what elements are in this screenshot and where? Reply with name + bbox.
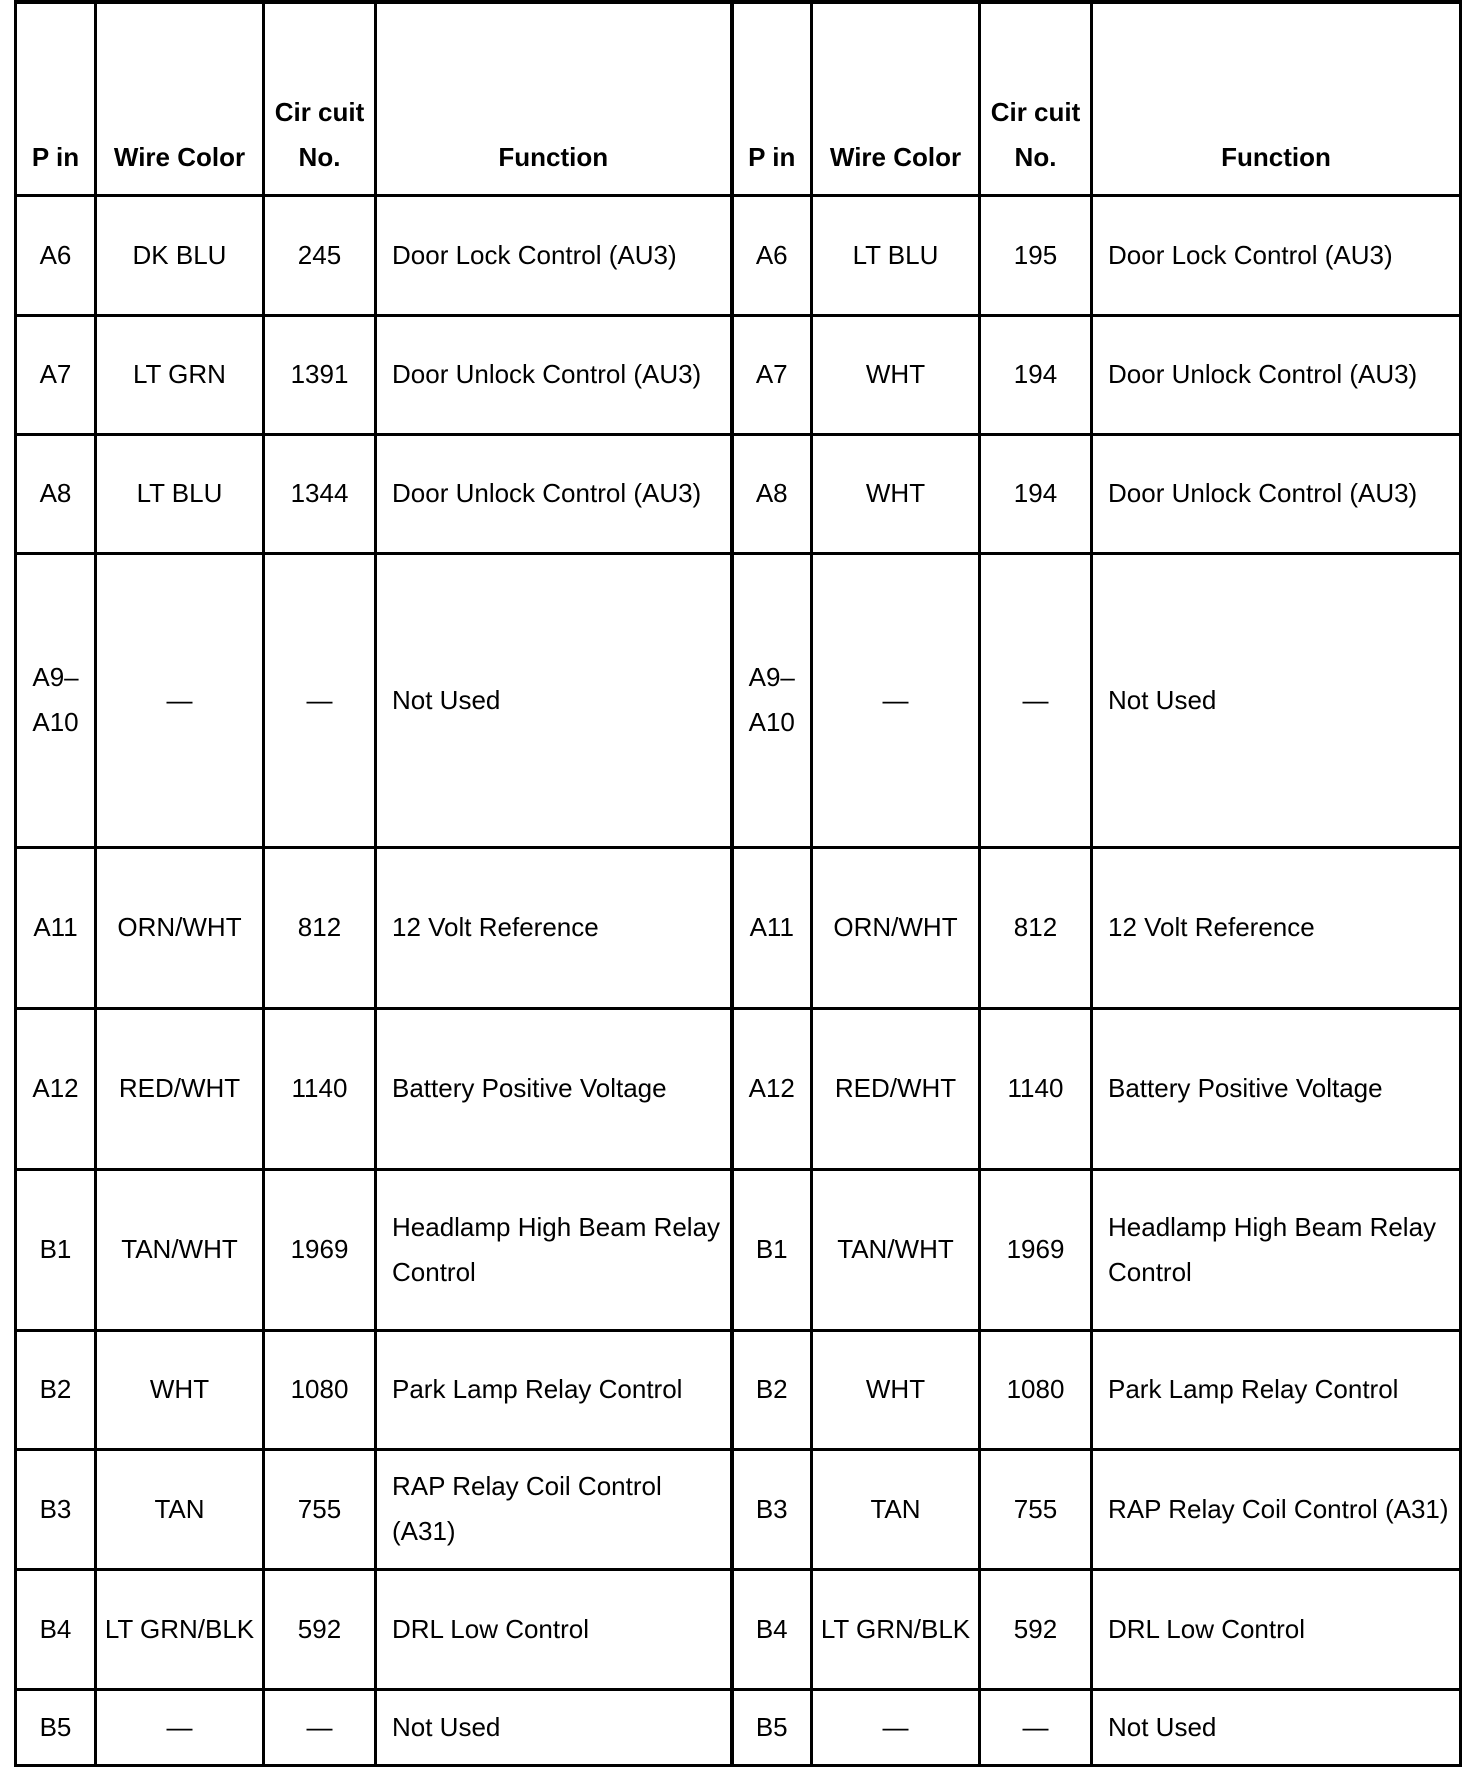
circuit-no-cell: 1969	[264, 1169, 376, 1330]
wire-color-cell: RED/WHT	[812, 1008, 980, 1169]
table-row	[16, 1008, 1461, 1169]
circuit-no-cell: 195	[980, 195, 1092, 315]
pin-cell: B3	[16, 1449, 96, 1569]
function-cell: Battery Positive Voltage	[1092, 1008, 1461, 1169]
table-row	[16, 434, 1461, 553]
wire-color-cell: LT GRN/BLK	[96, 1569, 264, 1689]
circuit-no-cell: 592	[264, 1569, 376, 1689]
table-row	[16, 847, 1461, 1008]
wire-color-cell: LT BLU	[812, 195, 980, 315]
pin-cell: A7	[16, 315, 96, 434]
header-pin: P in	[732, 2, 812, 195]
function-cell: 12 Volt Reference	[1092, 847, 1461, 1008]
table-row	[16, 1689, 1461, 1765]
circuit-no-cell: —	[980, 553, 1092, 847]
pin-cell: B2	[16, 1330, 96, 1449]
header-circuit-no: Cir cuit No.	[980, 2, 1092, 195]
pin-cell: A6	[16, 195, 96, 315]
pin-cell: A12	[732, 1008, 812, 1169]
wire-color-cell: TAN	[96, 1449, 264, 1569]
connector-pinout-document	[14, 0, 1459, 1770]
pin-cell: A7	[732, 315, 812, 434]
wire-color-cell: ORN/WHT	[96, 847, 264, 1008]
circuit-no-cell: 245	[264, 195, 376, 315]
circuit-no-cell: 194	[980, 434, 1092, 553]
circuit-no-cell: 1391	[264, 315, 376, 434]
circuit-no-cell: 755	[980, 1449, 1092, 1569]
table-row	[16, 1330, 1461, 1449]
wire-color-cell: —	[812, 553, 980, 847]
wire-color-cell: WHT	[96, 1330, 264, 1449]
header-function: Function	[1092, 2, 1461, 195]
circuit-no-cell: 592	[980, 1569, 1092, 1689]
function-cell: 12 Volt Reference	[376, 847, 732, 1008]
pin-cell: A9–A10	[732, 553, 812, 847]
function-cell: Door Unlock Control (AU3)	[1092, 434, 1461, 553]
pin-cell: B4	[732, 1569, 812, 1689]
header-pin: P in	[16, 2, 96, 195]
pin-cell: B4	[16, 1569, 96, 1689]
table-header-row	[16, 2, 1461, 195]
table-row	[16, 553, 1461, 847]
table-row	[16, 315, 1461, 434]
function-cell: DRL Low Control	[1092, 1569, 1461, 1689]
pin-cell: A8	[732, 434, 812, 553]
circuit-no-cell: 1969	[980, 1169, 1092, 1330]
wire-color-cell: WHT	[812, 1330, 980, 1449]
function-cell: Door Lock Control (AU3)	[1092, 195, 1461, 315]
wire-color-cell: LT BLU	[96, 434, 264, 553]
pin-cell: B1	[732, 1169, 812, 1330]
header-wire-color: Wire Color	[96, 2, 264, 195]
wire-color-cell: TAN	[812, 1449, 980, 1569]
circuit-no-cell: 812	[980, 847, 1092, 1008]
wire-color-cell: WHT	[812, 315, 980, 434]
pin-cell: B1	[16, 1169, 96, 1330]
function-cell: Door Unlock Control (AU3)	[1092, 315, 1461, 434]
circuit-no-cell: 1140	[264, 1008, 376, 1169]
circuit-no-cell: —	[980, 1689, 1092, 1765]
function-cell: Door Unlock Control (AU3)	[376, 434, 732, 553]
wire-color-cell: DK BLU	[96, 195, 264, 315]
function-cell: Not Used	[1092, 1689, 1461, 1765]
function-cell: RAP Relay Coil Control (A31)	[376, 1449, 732, 1569]
function-cell: Not Used	[376, 1689, 732, 1765]
pin-cell: A12	[16, 1008, 96, 1169]
circuit-no-cell: —	[264, 1689, 376, 1765]
wire-color-cell: —	[812, 1689, 980, 1765]
pin-cell: A6	[732, 195, 812, 315]
function-cell: Park Lamp Relay Control	[376, 1330, 732, 1449]
wire-color-cell: LT GRN	[96, 315, 264, 434]
circuit-no-cell: 1080	[980, 1330, 1092, 1449]
header-circuit-no: Cir cuit No.	[264, 2, 376, 195]
pin-cell: A8	[16, 434, 96, 553]
header-wire-color: Wire Color	[812, 2, 980, 195]
table-row	[16, 195, 1461, 315]
function-cell: RAP Relay Coil Control (A31)	[1092, 1449, 1461, 1569]
pin-cell: A9–A10	[16, 553, 96, 847]
circuit-no-cell: 194	[980, 315, 1092, 434]
wire-color-cell: —	[96, 553, 264, 847]
function-cell: Headlamp High Beam Relay Control	[376, 1169, 732, 1330]
circuit-no-cell: 755	[264, 1449, 376, 1569]
circuit-no-cell: —	[264, 553, 376, 847]
table-row	[16, 1449, 1461, 1569]
wire-color-cell: —	[96, 1689, 264, 1765]
function-cell: Not Used	[1092, 553, 1461, 847]
table-body	[16, 195, 1461, 1765]
wire-color-cell: LT GRN/BLK	[812, 1569, 980, 1689]
wire-color-cell: TAN/WHT	[96, 1169, 264, 1330]
pin-cell: B3	[732, 1449, 812, 1569]
pin-cell: B2	[732, 1330, 812, 1449]
function-cell: DRL Low Control	[376, 1569, 732, 1689]
pinout-table	[14, 0, 1462, 1767]
wire-color-cell: TAN/WHT	[812, 1169, 980, 1330]
function-cell: Park Lamp Relay Control	[1092, 1330, 1461, 1449]
function-cell: Door Unlock Control (AU3)	[376, 315, 732, 434]
circuit-no-cell: 1080	[264, 1330, 376, 1449]
wire-color-cell: WHT	[812, 434, 980, 553]
pin-cell: B5	[16, 1689, 96, 1765]
wire-color-cell: ORN/WHT	[812, 847, 980, 1008]
function-cell: Headlamp High Beam Relay Control	[1092, 1169, 1461, 1330]
circuit-no-cell: 1344	[264, 434, 376, 553]
circuit-no-cell: 1140	[980, 1008, 1092, 1169]
pin-cell: A11	[16, 847, 96, 1008]
header-function: Function	[376, 2, 732, 195]
function-cell: Door Lock Control (AU3)	[376, 195, 732, 315]
table-row	[16, 1569, 1461, 1689]
pin-cell: A11	[732, 847, 812, 1008]
wire-color-cell: RED/WHT	[96, 1008, 264, 1169]
circuit-no-cell: 812	[264, 847, 376, 1008]
pin-cell: B5	[732, 1689, 812, 1765]
function-cell: Battery Positive Voltage	[376, 1008, 732, 1169]
table-row	[16, 1169, 1461, 1330]
function-cell: Not Used	[376, 553, 732, 847]
